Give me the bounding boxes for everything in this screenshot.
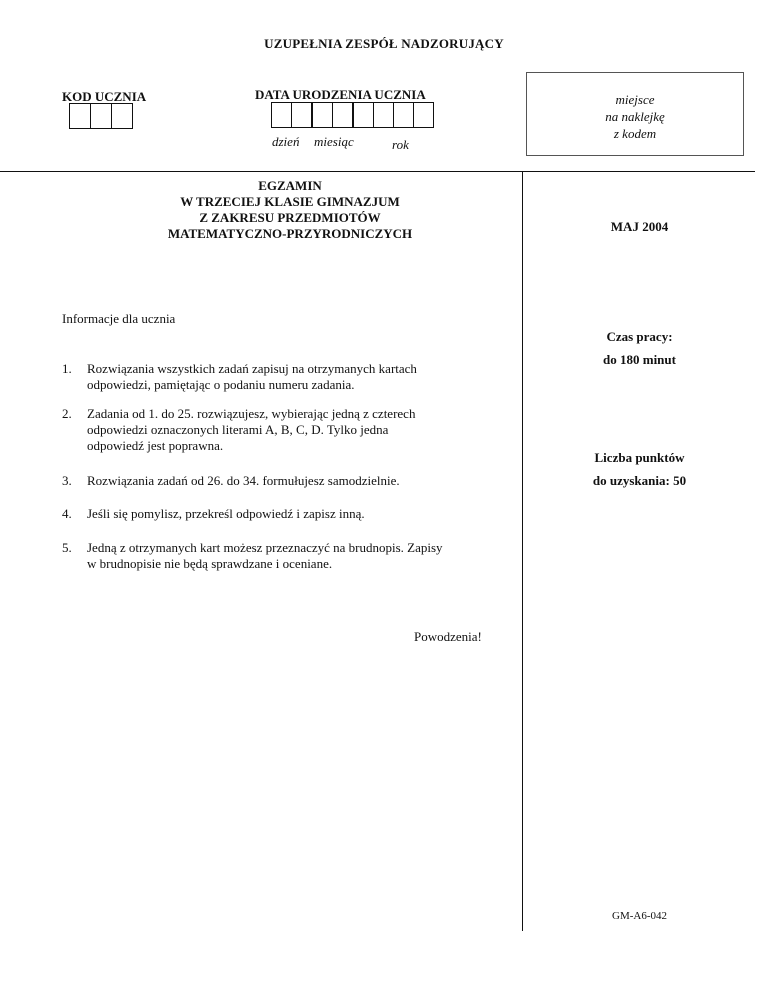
exam-title [140,178,440,242]
column-divider [522,171,523,931]
instruction-number: 2. [62,406,72,421]
exam-title-line: EGZAMIN [258,178,322,193]
document-code: GM-A6-042 [612,910,667,922]
instruction-line: w brudnopisie nie będą sprawdzane i oceniane. [87,556,333,571]
instruction-item [62,361,502,393]
instruction-number: 4. [62,506,72,521]
instruction-item [62,473,502,489]
time-label: Czas pracy: [606,329,673,344]
birth-month-box[interactable] [313,102,333,128]
instruction-number: 3. [62,473,72,488]
student-code-label: KOD UCZNIA [62,89,147,104]
birth-month-caption: miesiąc [314,134,354,149]
closing-text: Powodzenia! [414,629,482,644]
birth-year-box[interactable] [374,102,394,128]
birth-year-box[interactable] [354,102,374,128]
birth-date-boxes[interactable] [271,102,434,128]
instruction-line: odpowiedź jest poprawna. [87,438,224,453]
points-value: do uzyskania: 50 [592,473,687,488]
header-divider [0,171,755,172]
student-code-box[interactable] [112,103,133,129]
instruction-line: Jedną z otrzymanych kart możesz przeznaczyć na brudnopis. Zapisy [87,540,443,555]
instruction-item [62,506,502,522]
exam-title-line: Z ZAKRESU PRZEDMIOTÓW [199,210,381,225]
instruction-line: Zadania od 1. do 25. rozwiązujesz, wybierając jedną z czterech [87,406,416,421]
sticker-text-line: miejsce [615,92,655,107]
exam-session: MAJ 2004 [610,219,669,234]
instruction-number: 1. [62,361,72,376]
points-label: Liczba punktów [594,450,685,465]
instruction-item [62,406,502,454]
student-code-boxes[interactable] [69,103,133,129]
sticker-text-line: na naklejkę [605,109,665,124]
instruction-line: odpowiedzi, pamiętając o podaniu numeru zadania. [87,377,355,392]
instruction-line: Jeśli się pomylisz, przekreśl odpowiedź i zapisz inną. [87,506,365,521]
instruction-number: 5. [62,540,72,555]
instruction-line: Rozwiązania zadań od 26. do 34. formułujesz samodzielnie. [87,473,400,488]
birth-day-caption: dzień [272,134,300,149]
exam-title-line: W TRZECIEJ KLASIE GIMNAZJUM [180,194,400,209]
birth-date-label: DATA URODZENIA UCZNIA [255,87,426,102]
birth-day-box[interactable] [272,102,292,128]
birth-day-box[interactable] [292,102,313,128]
student-code-box[interactable] [70,103,91,129]
time-value: do 180 minut [603,352,676,367]
info-heading: Informacje dla ucznia [62,311,176,326]
birth-year-box[interactable] [394,102,414,128]
instruction-line: Rozwiązania wszystkich zadań zapisuj na otrzymanych kartach [87,361,417,376]
birth-month-box[interactable] [333,102,354,128]
birth-year-box[interactable] [414,102,434,128]
instruction-item [62,540,502,572]
sticker-text-line: z kodem [613,126,657,141]
code-sticker-box [526,72,744,156]
supervisor-header: UZUPEŁNIA ZESPÓŁ NADZORUJĄCY [264,36,504,51]
birth-year-caption: rok [392,137,409,152]
student-code-box[interactable] [91,103,112,129]
exam-title-line: MATEMATYCZNO-PRZYRODNICZYCH [167,226,413,241]
instruction-line: odpowiedzi oznaczonych literami A, B, C, D. Tylko jedna [87,422,389,437]
